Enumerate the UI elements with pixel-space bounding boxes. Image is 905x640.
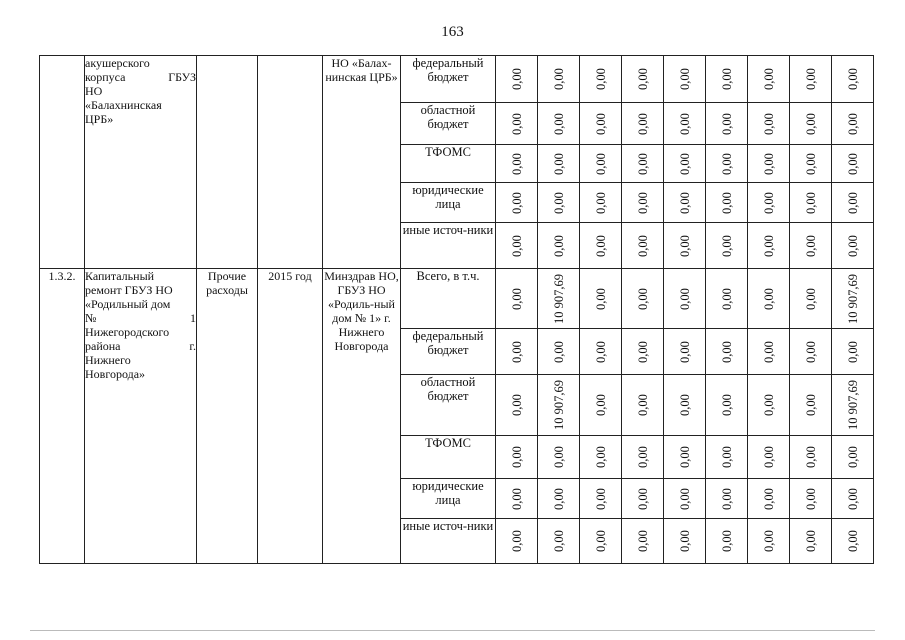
amount-value: 0,00: [635, 152, 650, 175]
amount-cell: [706, 375, 748, 436]
amount-value: 0,00: [509, 287, 524, 310]
amount-value: 10 907,69: [551, 273, 566, 324]
amount-cell: [790, 479, 832, 519]
year-cell: [258, 56, 323, 269]
amount-cell: [832, 223, 874, 269]
funding-source-label: юридические лица: [401, 479, 496, 519]
amount-cell: [580, 375, 622, 436]
amount-value: 0,00: [593, 68, 608, 90]
table-row: [40, 269, 874, 329]
amount-cell: [664, 479, 706, 519]
amount-value: 0,00: [593, 191, 608, 214]
amount-cell: [622, 479, 664, 519]
amount-cell: [748, 56, 790, 103]
amount-cell: [622, 375, 664, 436]
amount-cell: [748, 375, 790, 436]
amount-cell: [622, 519, 664, 564]
amount-cell: [706, 103, 748, 145]
amount-cell: [706, 269, 748, 329]
amount-cell: [580, 103, 622, 145]
description-line: акушерского: [85, 56, 150, 70]
amount-cell: [496, 479, 538, 519]
amount-cell: [832, 269, 874, 329]
amount-value: 0,00: [677, 287, 692, 310]
amount-value: 0,00: [845, 446, 860, 468]
amount-cell: [664, 375, 706, 436]
amount-value: 0,00: [845, 340, 860, 363]
amount-value: 0,00: [803, 340, 818, 363]
amount-value: 0,00: [635, 340, 650, 363]
amount-cell: [664, 436, 706, 479]
amount-cell: [664, 145, 706, 183]
amount-value: 0,00: [803, 446, 818, 468]
amount-value: 0,00: [761, 340, 776, 363]
description-line: района г.: [85, 339, 196, 353]
amount-value: 0,00: [593, 394, 608, 416]
amount-value: 0,00: [803, 234, 818, 257]
amount-cell: [538, 329, 580, 375]
funding-source-label: федеральный бюджет: [401, 56, 496, 103]
amount-cell: [580, 436, 622, 479]
amount-cell: [496, 269, 538, 329]
description-line: Капитальный: [85, 269, 155, 283]
amount-cell: [790, 436, 832, 479]
amount-value: 0,00: [677, 394, 692, 416]
description-line: № 1: [85, 311, 196, 325]
description-line: Новгорода»: [85, 367, 146, 381]
amount-cell: [832, 375, 874, 436]
description-line: Нижегородского: [85, 325, 170, 339]
amount-value: 0,00: [719, 530, 734, 552]
amount-cell: [622, 56, 664, 103]
amount-cell: [748, 269, 790, 329]
amount-cell: [748, 223, 790, 269]
amount-cell: [706, 436, 748, 479]
amount-value: 10 907,69: [551, 380, 566, 430]
amount-cell: [748, 436, 790, 479]
item-description-cell: [85, 56, 197, 269]
amount-value: 0,00: [635, 287, 650, 310]
amount-cell: [580, 329, 622, 375]
amount-value: 0,00: [761, 487, 776, 510]
amount-cell: [790, 223, 832, 269]
item-description-cell: [85, 269, 197, 564]
description-line: ремонт ГБУЗ НО: [85, 283, 173, 297]
amount-value: 0,00: [551, 446, 566, 468]
funding-source-label: федеральный бюджет: [401, 329, 496, 375]
amount-cell: [496, 329, 538, 375]
amount-value: 0,00: [593, 446, 608, 468]
funding-source-label: ТФОМС: [401, 145, 496, 183]
amount-cell: [496, 183, 538, 223]
amount-cell: [580, 223, 622, 269]
amount-cell: [664, 223, 706, 269]
amount-cell: [832, 145, 874, 183]
amount-value: 0,00: [761, 446, 776, 468]
amount-value: 0,00: [677, 68, 692, 90]
amount-value: 0,00: [509, 340, 524, 363]
amount-cell: [790, 269, 832, 329]
amount-cell: [664, 56, 706, 103]
amount-value: 0,00: [593, 487, 608, 510]
amount-value: 0,00: [761, 68, 776, 90]
amount-cell: [706, 479, 748, 519]
amount-value: 0,00: [551, 152, 566, 175]
amount-cell: [580, 479, 622, 519]
amount-value: 0,00: [677, 234, 692, 257]
expense-type-cell: Прочие расходы: [197, 269, 258, 564]
scan-edge-line: [30, 630, 875, 631]
amount-value: 0,00: [677, 191, 692, 214]
amount-cell: [538, 183, 580, 223]
amount-cell: [832, 56, 874, 103]
funding-source-label: областной бюджет: [401, 103, 496, 145]
amount-cell: [538, 375, 580, 436]
amount-cell: [622, 329, 664, 375]
amount-cell: [496, 56, 538, 103]
amount-value: 0,00: [761, 152, 776, 175]
amount-value: 0,00: [845, 530, 860, 552]
amount-value: 0,00: [719, 234, 734, 257]
description-line: ЦРБ»: [85, 112, 114, 126]
executor-cell: Минздрав НО, ГБУЗ НО «Родиль-ный дом № 1» г. Нижнего Новгорода: [323, 269, 401, 564]
expense-type-cell: [197, 56, 258, 269]
amount-value: 0,00: [761, 234, 776, 257]
amount-value: 0,00: [551, 112, 566, 135]
amount-cell: [622, 436, 664, 479]
amount-value: 0,00: [509, 234, 524, 257]
amount-value: 0,00: [803, 68, 818, 90]
amount-value: 0,00: [593, 234, 608, 257]
amount-cell: [790, 329, 832, 375]
amount-value: 0,00: [719, 152, 734, 175]
amount-value: 0,00: [761, 287, 776, 310]
amount-value: 0,00: [509, 152, 524, 175]
amount-value: 0,00: [593, 340, 608, 363]
amount-cell: [664, 103, 706, 145]
amount-cell: [664, 329, 706, 375]
amount-value: 0,00: [845, 487, 860, 510]
description-line: «Родильный дом: [85, 297, 171, 311]
amount-cell: [622, 103, 664, 145]
amount-cell: [832, 329, 874, 375]
amount-value: 0,00: [677, 487, 692, 510]
amount-value: 0,00: [761, 394, 776, 416]
funding-source-label: ТФОМС: [401, 436, 496, 479]
amount-value: 0,00: [509, 394, 524, 416]
amount-value: 0,00: [509, 487, 524, 510]
amount-cell: [748, 519, 790, 564]
amount-cell: [538, 269, 580, 329]
amount-cell: [790, 103, 832, 145]
amount-cell: [790, 56, 832, 103]
amount-value: 0,00: [509, 112, 524, 135]
amount-value: 0,00: [551, 487, 566, 510]
year-cell: 2015 год: [258, 269, 323, 564]
amount-cell: [580, 56, 622, 103]
amount-cell: [790, 375, 832, 436]
executor-cell: НО «Балах-нинская ЦРБ»: [323, 56, 401, 269]
amount-cell: [496, 375, 538, 436]
amount-cell: [748, 329, 790, 375]
table-row: [40, 56, 874, 103]
amount-value: 0,00: [635, 487, 650, 510]
page-number: 163: [441, 24, 464, 40]
amount-cell: [664, 269, 706, 329]
amount-value: 0,00: [635, 446, 650, 468]
amount-cell: [790, 183, 832, 223]
amount-value: 0,00: [719, 191, 734, 214]
amount-value: 0,00: [551, 234, 566, 257]
amount-value: 0,00: [635, 394, 650, 416]
funding-source-label: юридические лица: [401, 183, 496, 223]
amount-value: 0,00: [593, 530, 608, 552]
amount-value: 0,00: [677, 530, 692, 552]
amount-value: 0,00: [719, 68, 734, 90]
amount-cell: [706, 329, 748, 375]
amount-value: 0,00: [719, 112, 734, 135]
amount-value: 0,00: [635, 112, 650, 135]
amount-cell: [664, 183, 706, 223]
amount-cell: [538, 436, 580, 479]
amount-value: 0,00: [803, 530, 818, 552]
amount-cell: [832, 183, 874, 223]
amount-cell: [832, 479, 874, 519]
amount-cell: [538, 145, 580, 183]
amount-value: 0,00: [593, 152, 608, 175]
amount-cell: [538, 56, 580, 103]
amount-value: 0,00: [551, 340, 566, 363]
amount-cell: [496, 519, 538, 564]
amount-cell: [496, 103, 538, 145]
amount-value: 0,00: [845, 234, 860, 257]
amount-cell: [664, 519, 706, 564]
amount-value: 0,00: [719, 340, 734, 363]
description-line: «Балахнинская: [85, 98, 162, 112]
amount-cell: [622, 269, 664, 329]
amount-cell: [748, 145, 790, 183]
amount-value: 0,00: [803, 112, 818, 135]
amount-cell: [706, 183, 748, 223]
amount-cell: [496, 223, 538, 269]
amount-cell: [748, 103, 790, 145]
amount-cell: [496, 145, 538, 183]
item-number-cell: [40, 56, 85, 269]
amount-value: 0,00: [803, 287, 818, 310]
funding-source-label: иные источ-ники: [401, 519, 496, 564]
amount-value: 0,00: [719, 394, 734, 416]
amount-cell: [832, 103, 874, 145]
amount-value: 0,00: [803, 394, 818, 416]
amount-value: 0,00: [719, 287, 734, 310]
amount-value: 0,00: [509, 68, 524, 90]
amount-value: 0,00: [803, 152, 818, 175]
budget-table: [39, 55, 874, 564]
amount-cell: [622, 145, 664, 183]
amount-value: 0,00: [635, 191, 650, 214]
amount-value: 0,00: [761, 112, 776, 135]
amount-cell: [496, 436, 538, 479]
item-number-cell: 1.3.2.: [40, 269, 85, 564]
amount-cell: [538, 519, 580, 564]
description-line: НО: [85, 84, 103, 98]
amount-cell: [706, 145, 748, 183]
amount-value: 10 907,69: [845, 273, 860, 324]
amount-value: 0,00: [803, 191, 818, 214]
amount-cell: [580, 519, 622, 564]
amount-value: 10 907,69: [845, 380, 860, 430]
amount-value: 0,00: [677, 112, 692, 135]
amount-cell: [580, 269, 622, 329]
amount-cell: [706, 56, 748, 103]
amount-cell: [748, 183, 790, 223]
amount-value: 0,00: [719, 487, 734, 510]
amount-value: 0,00: [845, 152, 860, 175]
amount-value: 0,00: [803, 487, 818, 510]
amount-cell: [622, 223, 664, 269]
amount-value: 0,00: [635, 234, 650, 257]
amount-cell: [580, 145, 622, 183]
amount-value: 0,00: [845, 191, 860, 214]
amount-value: 0,00: [845, 68, 860, 90]
amount-value: 0,00: [635, 530, 650, 552]
amount-value: 0,00: [593, 287, 608, 310]
amount-value: 0,00: [761, 191, 776, 214]
amount-value: 0,00: [635, 68, 650, 90]
amount-cell: [832, 436, 874, 479]
description-line: Нижнего: [85, 353, 131, 367]
amount-value: 0,00: [719, 446, 734, 468]
description-line: корпуса ГБУЗ: [85, 70, 196, 84]
funding-source-label: областной бюджет: [401, 375, 496, 436]
amount-value: 0,00: [551, 530, 566, 552]
amount-value: 0,00: [509, 446, 524, 468]
amount-value: 0,00: [845, 112, 860, 135]
amount-value: 0,00: [551, 191, 566, 214]
amount-cell: [538, 479, 580, 519]
funding-source-label: иные источ-ники: [401, 223, 496, 269]
amount-cell: [580, 183, 622, 223]
amount-value: 0,00: [551, 68, 566, 90]
amount-cell: [538, 103, 580, 145]
amount-cell: [538, 223, 580, 269]
amount-cell: [622, 183, 664, 223]
amount-cell: [706, 223, 748, 269]
amount-value: 0,00: [761, 530, 776, 552]
amount-cell: [832, 519, 874, 564]
amount-value: 0,00: [677, 446, 692, 468]
amount-value: 0,00: [677, 340, 692, 363]
amount-cell: [748, 479, 790, 519]
amount-cell: [790, 519, 832, 564]
amount-value: 0,00: [509, 530, 524, 552]
amount-value: 0,00: [677, 152, 692, 175]
amount-cell: [790, 145, 832, 183]
amount-value: 0,00: [593, 112, 608, 135]
amount-cell: [706, 519, 748, 564]
funding-source-label: Всего, в т.ч.: [401, 269, 496, 329]
amount-value: 0,00: [509, 191, 524, 214]
